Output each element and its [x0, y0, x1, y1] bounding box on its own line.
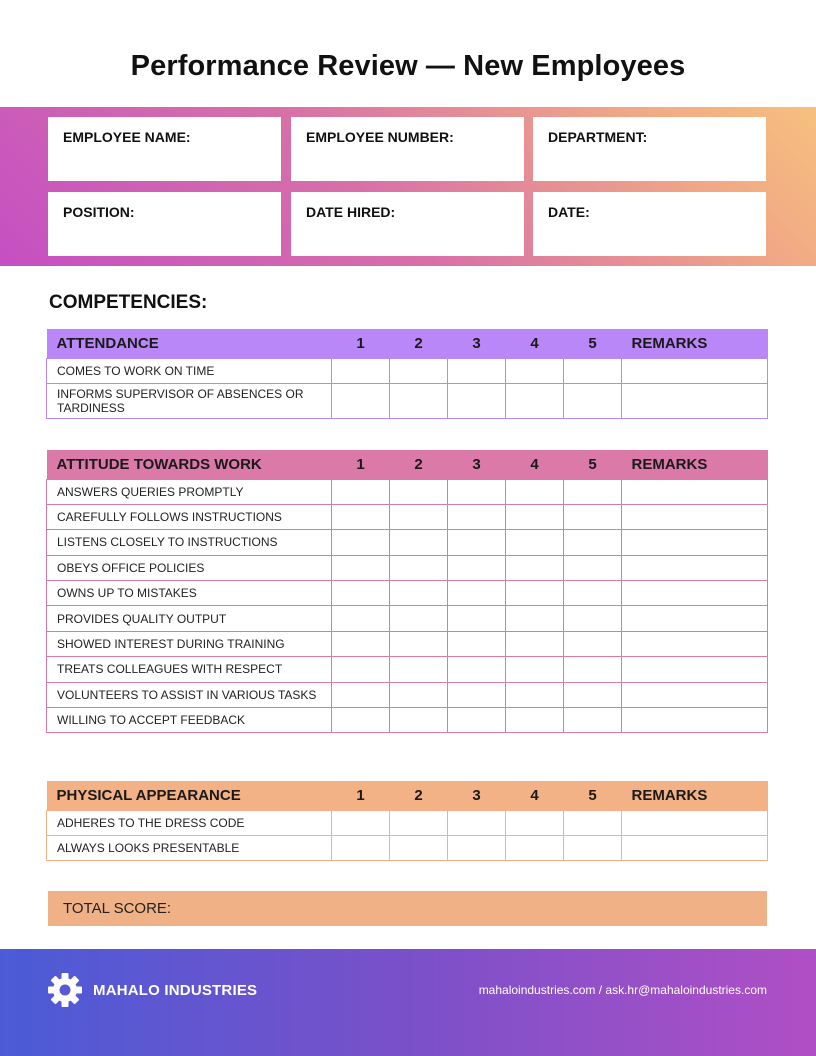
rating-column-header: 2: [390, 781, 448, 810]
rating-cell[interactable]: [564, 581, 622, 606]
rating-cell[interactable]: [448, 708, 506, 733]
remarks-cell[interactable]: [622, 708, 768, 733]
remarks-cell[interactable]: [622, 682, 768, 707]
date-hired-field[interactable]: [291, 192, 524, 256]
rating-cell[interactable]: [332, 631, 390, 656]
footer: [0, 949, 816, 1056]
criterion-label: CAREFULLY FOLLOWS INSTRUCTIONS: [47, 504, 332, 529]
rating-cell[interactable]: [332, 581, 390, 606]
rating-cell[interactable]: [448, 810, 506, 835]
rating-cell[interactable]: [332, 657, 390, 682]
rating-cell[interactable]: [448, 606, 506, 631]
remarks-cell[interactable]: [622, 810, 768, 835]
rating-cell[interactable]: [390, 606, 448, 631]
rating-cell[interactable]: [332, 383, 390, 418]
criterion-label: LISTENS CLOSELY TO INSTRUCTIONS: [47, 530, 332, 555]
rating-column-header: 5: [564, 329, 622, 358]
rating-cell[interactable]: [506, 581, 564, 606]
employee-name-label: EMPLOYEE NAME:: [63, 129, 191, 145]
table-header-row: [47, 329, 768, 358]
rating-cell[interactable]: [506, 555, 564, 580]
appearance-table: [46, 781, 768, 861]
rating-cell[interactable]: [506, 682, 564, 707]
rating-cell[interactable]: [564, 358, 622, 383]
company-name: MAHALO INDUSTRIES: [93, 982, 258, 999]
criterion-label: ALWAYS LOOKS PRESENTABLE: [47, 835, 332, 860]
rating-column-header: 5: [564, 450, 622, 479]
rating-column-header: 2: [390, 329, 448, 358]
section-title: PHYSICAL APPEARANCE: [47, 781, 332, 810]
rating-cell[interactable]: [506, 606, 564, 631]
remarks-cell[interactable]: [622, 555, 768, 580]
rating-cell[interactable]: [448, 657, 506, 682]
rating-cell[interactable]: [390, 358, 448, 383]
rating-cell[interactable]: [332, 606, 390, 631]
table-header-row: [47, 450, 768, 479]
criterion-label: OBEYS OFFICE POLICIES: [47, 555, 332, 580]
rating-cell[interactable]: [506, 810, 564, 835]
employee-number-label: EMPLOYEE NUMBER:: [306, 129, 454, 145]
date-field[interactable]: [533, 192, 766, 256]
rating-cell[interactable]: [506, 657, 564, 682]
rating-cell[interactable]: [332, 708, 390, 733]
rating-cell[interactable]: [448, 504, 506, 529]
position-field[interactable]: [48, 192, 281, 256]
rating-cell[interactable]: [448, 682, 506, 707]
remarks-cell[interactable]: [622, 581, 768, 606]
rating-cell[interactable]: [332, 682, 390, 707]
table-header-row: [47, 781, 768, 810]
gear-icon: [47, 972, 83, 1008]
position-label: POSITION:: [63, 204, 135, 220]
remarks-cell[interactable]: [622, 606, 768, 631]
rating-column-header: 3: [448, 781, 506, 810]
rating-cell[interactable]: [332, 504, 390, 529]
remarks-column-header: REMARKS: [622, 329, 768, 358]
rating-cell[interactable]: [564, 479, 622, 504]
rating-cell[interactable]: [390, 708, 448, 733]
rating-column-header: 2: [390, 450, 448, 479]
rating-cell[interactable]: [448, 581, 506, 606]
criterion-label: COMES TO WORK ON TIME: [47, 358, 332, 383]
rating-cell[interactable]: [332, 810, 390, 835]
table-row: [47, 631, 768, 656]
criterion-label: INFORMS SUPERVISOR OF ABSENCES OR TARDINESS: [47, 383, 332, 418]
department-field[interactable]: [533, 117, 766, 181]
table-row: [47, 581, 768, 606]
rating-column-header: 1: [332, 450, 390, 479]
total-score-label: TOTAL SCORE:: [63, 900, 172, 917]
department-label: DEPARTMENT:: [548, 129, 648, 145]
table-row: [47, 383, 768, 418]
employee-number-field[interactable]: [291, 117, 524, 181]
rating-column-header: 1: [332, 329, 390, 358]
competencies-heading: COMPETENCIES:: [49, 292, 208, 313]
rating-cell[interactable]: [506, 383, 564, 418]
rating-cell[interactable]: [332, 555, 390, 580]
rating-column-header: 4: [506, 329, 564, 358]
table-row: [47, 708, 768, 733]
rating-cell[interactable]: [564, 530, 622, 555]
remarks-cell[interactable]: [622, 835, 768, 860]
rating-cell[interactable]: [332, 479, 390, 504]
rating-cell[interactable]: [564, 708, 622, 733]
remarks-column-header: REMARKS: [622, 781, 768, 810]
remarks-cell[interactable]: [622, 657, 768, 682]
rating-column-header: 4: [506, 450, 564, 479]
rating-cell[interactable]: [390, 810, 448, 835]
criterion-label: TREATS COLLEAGUES WITH RESPECT: [47, 657, 332, 682]
rating-cell[interactable]: [564, 631, 622, 656]
rating-cell[interactable]: [390, 504, 448, 529]
rating-cell[interactable]: [390, 631, 448, 656]
rating-cell[interactable]: [390, 479, 448, 504]
rating-cell[interactable]: [564, 383, 622, 418]
criterion-label: ADHERES TO THE DRESS CODE: [47, 810, 332, 835]
rating-cell[interactable]: [506, 358, 564, 383]
rating-cell[interactable]: [448, 631, 506, 656]
date-hired-label: DATE HIRED:: [306, 204, 396, 220]
table-row: [47, 835, 768, 860]
rating-cell[interactable]: [564, 555, 622, 580]
rating-cell[interactable]: [390, 581, 448, 606]
section-title: ATTENDANCE: [47, 329, 332, 358]
date-label: DATE:: [548, 204, 590, 220]
rating-cell[interactable]: [390, 555, 448, 580]
table-row: [47, 606, 768, 631]
remarks-cell[interactable]: [622, 631, 768, 656]
table-row: [47, 555, 768, 580]
rating-column-header: 1: [332, 781, 390, 810]
rating-cell[interactable]: [564, 657, 622, 682]
rating-cell[interactable]: [332, 530, 390, 555]
criterion-label: VOLUNTEERS TO ASSIST IN VARIOUS TASKS: [47, 682, 332, 707]
rating-column-header: 3: [448, 450, 506, 479]
criterion-label: SHOWED INTEREST DURING TRAINING: [47, 631, 332, 656]
rating-cell[interactable]: [390, 657, 448, 682]
criterion-label: PROVIDES QUALITY OUTPUT: [47, 606, 332, 631]
contact-info: mahaloindustries.com / ask.hr@mahaloindustries.com: [478, 983, 767, 997]
criterion-label: ANSWERS QUERIES PROMPTLY: [47, 479, 332, 504]
rating-cell[interactable]: [506, 479, 564, 504]
criterion-label: WILLING TO ACCEPT FEEDBACK: [47, 708, 332, 733]
remarks-cell[interactable]: [622, 358, 768, 383]
rating-cell[interactable]: [448, 555, 506, 580]
rating-column-header: 5: [564, 781, 622, 810]
rating-cell[interactable]: [506, 530, 564, 555]
remarks-cell[interactable]: [622, 530, 768, 555]
remarks-column-header: REMARKS: [622, 450, 768, 479]
rating-cell[interactable]: [448, 383, 506, 418]
attendance-table: [46, 329, 768, 419]
rating-cell[interactable]: [506, 835, 564, 860]
rating-cell[interactable]: [448, 479, 506, 504]
criterion-label: OWNS UP TO MISTAKES: [47, 581, 332, 606]
rating-column-header: 4: [506, 781, 564, 810]
remarks-cell[interactable]: [622, 504, 768, 529]
section-title: ATTITUDE TOWARDS WORK: [47, 450, 332, 479]
table-row: [47, 682, 768, 707]
rating-cell[interactable]: [390, 383, 448, 418]
total-score-field[interactable]: [48, 891, 767, 926]
attitude-table: [46, 450, 768, 733]
rating-column-header: 3: [448, 329, 506, 358]
rating-cell[interactable]: [448, 835, 506, 860]
rating-cell[interactable]: [390, 530, 448, 555]
rating-cell[interactable]: [506, 504, 564, 529]
page-title: Performance Review — New Employees: [130, 50, 686, 82]
rating-cell[interactable]: [564, 810, 622, 835]
remarks-cell[interactable]: [622, 479, 768, 504]
rating-cell[interactable]: [332, 358, 390, 383]
table-row: [47, 358, 768, 383]
rating-cell[interactable]: [390, 835, 448, 860]
rating-cell[interactable]: [506, 708, 564, 733]
rating-cell[interactable]: [332, 835, 390, 860]
table-row: [47, 530, 768, 555]
remarks-cell[interactable]: [622, 383, 768, 418]
table-row: [47, 657, 768, 682]
rating-cell[interactable]: [506, 631, 564, 656]
table-row: [47, 479, 768, 504]
rating-cell[interactable]: [448, 530, 506, 555]
rating-cell[interactable]: [564, 606, 622, 631]
rating-cell[interactable]: [448, 358, 506, 383]
rating-cell[interactable]: [564, 835, 622, 860]
rating-cell[interactable]: [390, 682, 448, 707]
rating-cell[interactable]: [564, 682, 622, 707]
employee-info-band: [0, 107, 816, 266]
rating-cell[interactable]: [564, 504, 622, 529]
table-row: [47, 810, 768, 835]
employee-name-field[interactable]: [48, 117, 281, 181]
table-row: [47, 504, 768, 529]
